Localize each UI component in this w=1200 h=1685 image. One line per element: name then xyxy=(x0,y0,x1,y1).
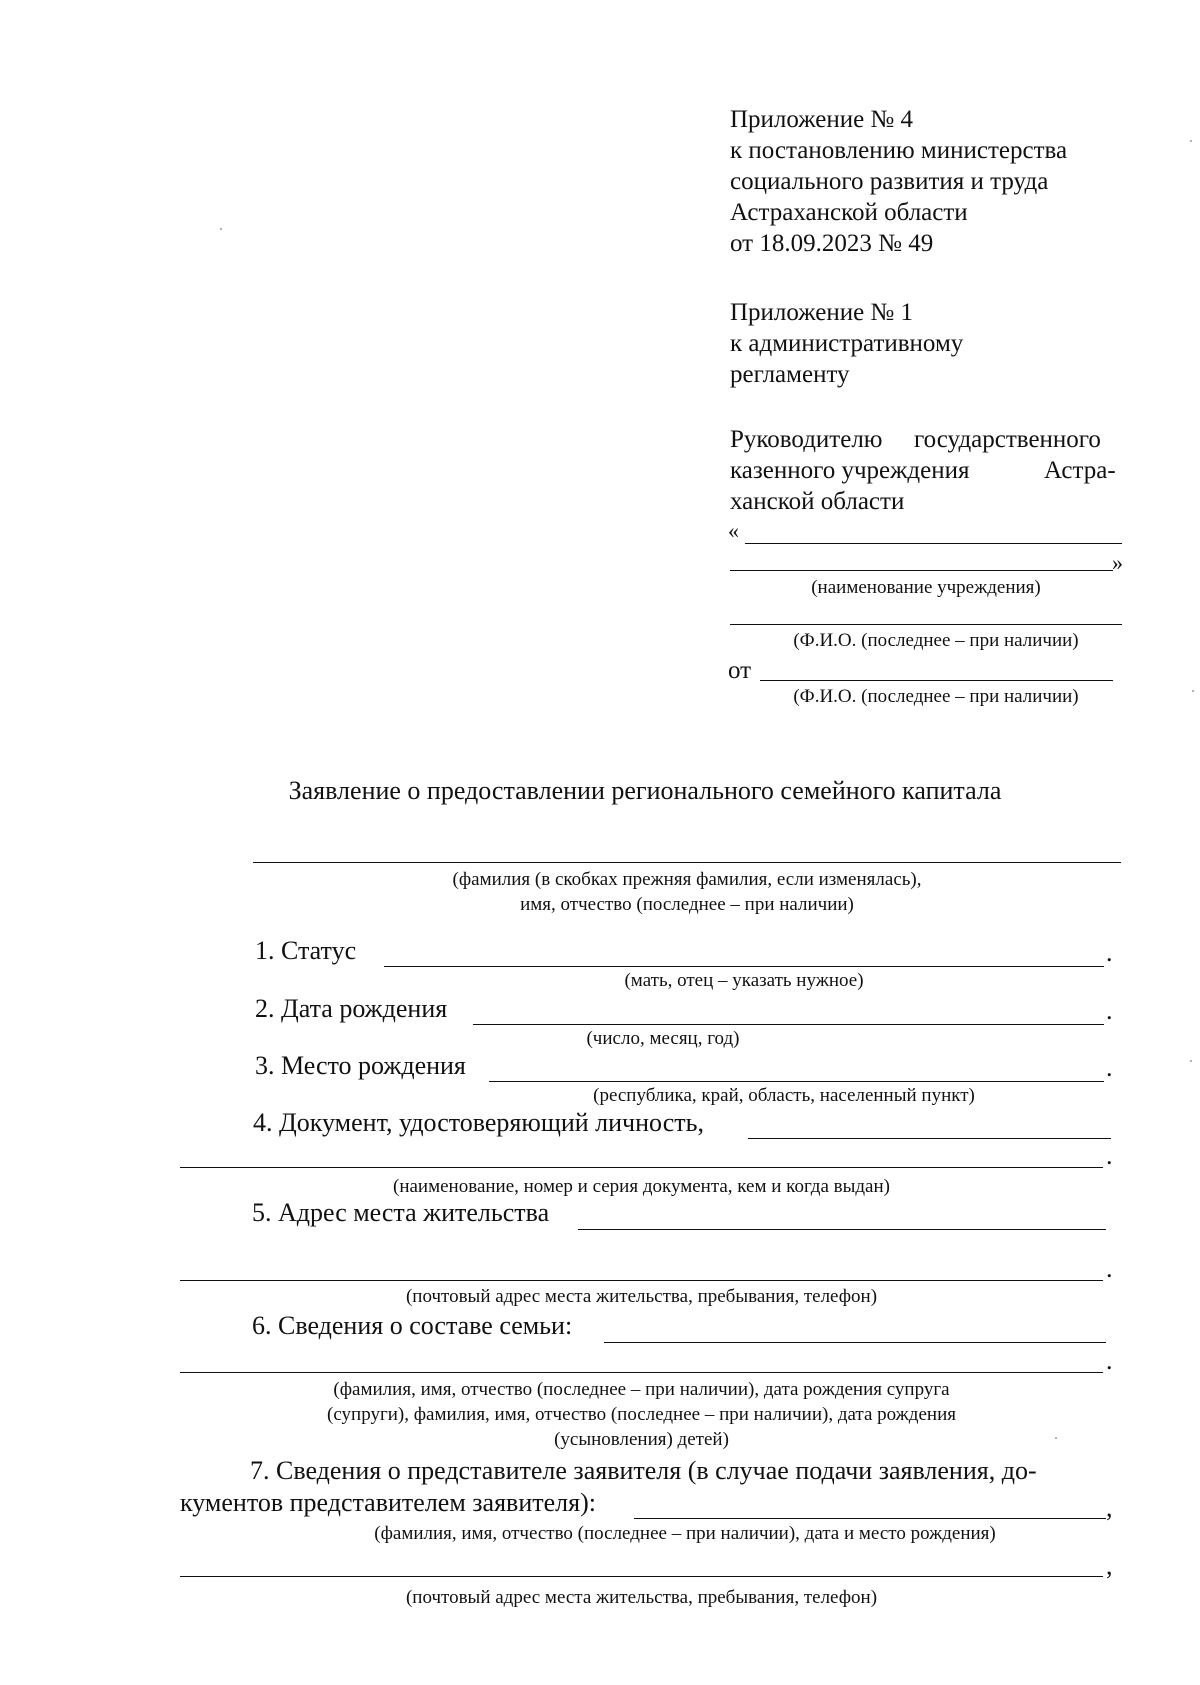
birth-date-input-line[interactable] xyxy=(473,1024,1104,1025)
address-period: . xyxy=(1106,1254,1113,1283)
institution-caption: (наименование учреждения) xyxy=(811,577,1041,598)
applicant-name-caption-2: имя, отчество (последнее – при наличии) xyxy=(520,894,854,915)
scan-speck xyxy=(1192,690,1194,692)
appendix-4-line-4: Астраханской области xyxy=(730,199,968,226)
appendix-1-line-3: регламенту xyxy=(730,361,850,388)
appendix-4-block xyxy=(730,104,1067,259)
family-caption-3: (усыновления) детей) xyxy=(554,1429,729,1450)
appendix-4-line-2: к постановлению министерства xyxy=(730,137,1068,164)
representative-caption-1: (фамилия, имя, отчество (последнее – при наличии), дата и место рождения) xyxy=(374,1523,996,1544)
status-label: 1. Статус xyxy=(255,936,357,965)
representative-comma-2: , xyxy=(1106,1551,1113,1580)
addressee-line-1b: государственного xyxy=(914,426,1101,453)
head-fio-line xyxy=(730,624,1122,625)
status-input-line[interactable] xyxy=(384,966,1104,967)
representative-caption-2: (почтовый адрес места жительства, пребывания, телефон) xyxy=(405,1587,878,1608)
appendix-1-line-2: к административному xyxy=(730,330,964,357)
birth-place-caption: (республика, край, область, населенный пункт) xyxy=(593,1085,975,1106)
id-document-period: . xyxy=(1106,1141,1113,1170)
applicant-name-caption-1: (фамилия (в скобках прежняя фамилия, если изменялась), xyxy=(452,869,922,890)
family-caption-2: (супруги), фамилия, имя, отчество (последнее – при наличии), дата рождения xyxy=(327,1404,956,1425)
birth-place-label: 3. Место рождения xyxy=(255,1051,466,1080)
document-title: Заявление о предоставлении регионального семейного капитала xyxy=(288,776,1002,805)
scan-speck xyxy=(220,228,222,230)
birth-date-period: . xyxy=(1106,996,1113,1025)
address-input-line-2[interactable] xyxy=(180,1280,1103,1281)
representative-input-line-2[interactable] xyxy=(180,1576,1103,1577)
applicant-fio-line xyxy=(760,680,1113,681)
representative-label-1: 7. Сведения о представителе заявителя (в случае подачи заявления, до- xyxy=(250,1456,1037,1485)
appendix-4-line-5: от 18.09.2023 № 49 xyxy=(730,230,934,257)
family-input-line-2[interactable] xyxy=(180,1372,1103,1373)
addressee-line-2b: Астра- xyxy=(1044,457,1116,484)
addressee-line-3: ханской области xyxy=(730,488,905,515)
id-document-caption: (наименование, номер и серия документа, кем и когда выдан) xyxy=(393,1176,890,1197)
open-quote: « xyxy=(728,518,739,543)
status-period: . xyxy=(1106,938,1113,967)
appendix-4-line-3: социального развития и труда xyxy=(730,168,1049,195)
id-document-label: 4. Документ, удостоверяющий личность, xyxy=(253,1108,704,1137)
applicant-name-line xyxy=(253,862,1121,863)
family-period: . xyxy=(1106,1346,1113,1375)
birth-place-input-line[interactable] xyxy=(489,1081,1104,1082)
appendix-1-line-1: Приложение № 1 xyxy=(730,299,914,326)
id-document-input-line-1[interactable] xyxy=(748,1138,1111,1139)
family-label: 6. Сведения о составе семьи: xyxy=(252,1311,573,1340)
representative-comma-1: , xyxy=(1106,1493,1113,1522)
applicant-fio-caption: (Ф.И.О. (последнее – при наличии) xyxy=(793,686,1079,707)
birth-date-caption: (число, месяц, год) xyxy=(586,1028,740,1049)
institution-name-line-1 xyxy=(745,543,1122,544)
address-caption: (почтовый адрес места жительства, пребывания, телефон) xyxy=(405,1286,878,1307)
head-fio-caption: (Ф.И.О. (последнее – при наличии) xyxy=(793,630,1079,651)
address-input-line-1[interactable] xyxy=(578,1229,1106,1230)
appendix-4-line-1: Приложение № 4 xyxy=(730,106,914,133)
from-label: от xyxy=(728,657,752,684)
close-quote: » xyxy=(1112,550,1123,575)
family-input-line-1[interactable] xyxy=(604,1342,1106,1343)
id-document-input-line-2[interactable] xyxy=(180,1167,1103,1168)
scan-speck xyxy=(1190,1060,1192,1062)
representative-label-2: кументов представителем заявителя): xyxy=(180,1488,596,1517)
family-caption-1: (фамилия, имя, отчество (последнее – при наличии), дата рождения супруга xyxy=(333,1379,950,1400)
institution-name-line-2 xyxy=(730,570,1113,571)
status-caption: (мать, отец – указать нужное) xyxy=(624,970,864,991)
birth-date-label: 2. Дата рождения xyxy=(255,994,448,1023)
addressee-line-1a: Руководителю xyxy=(730,426,883,453)
scan-speck xyxy=(1055,1437,1057,1439)
addressee-line-2a: казенного учреждения xyxy=(730,457,970,484)
scan-speck xyxy=(1190,140,1192,142)
representative-input-line-1[interactable] xyxy=(634,1518,1106,1519)
appendix-1-block xyxy=(730,297,963,390)
address-label: 5. Адрес места жительства xyxy=(252,1198,550,1227)
birth-place-period: . xyxy=(1106,1053,1113,1082)
